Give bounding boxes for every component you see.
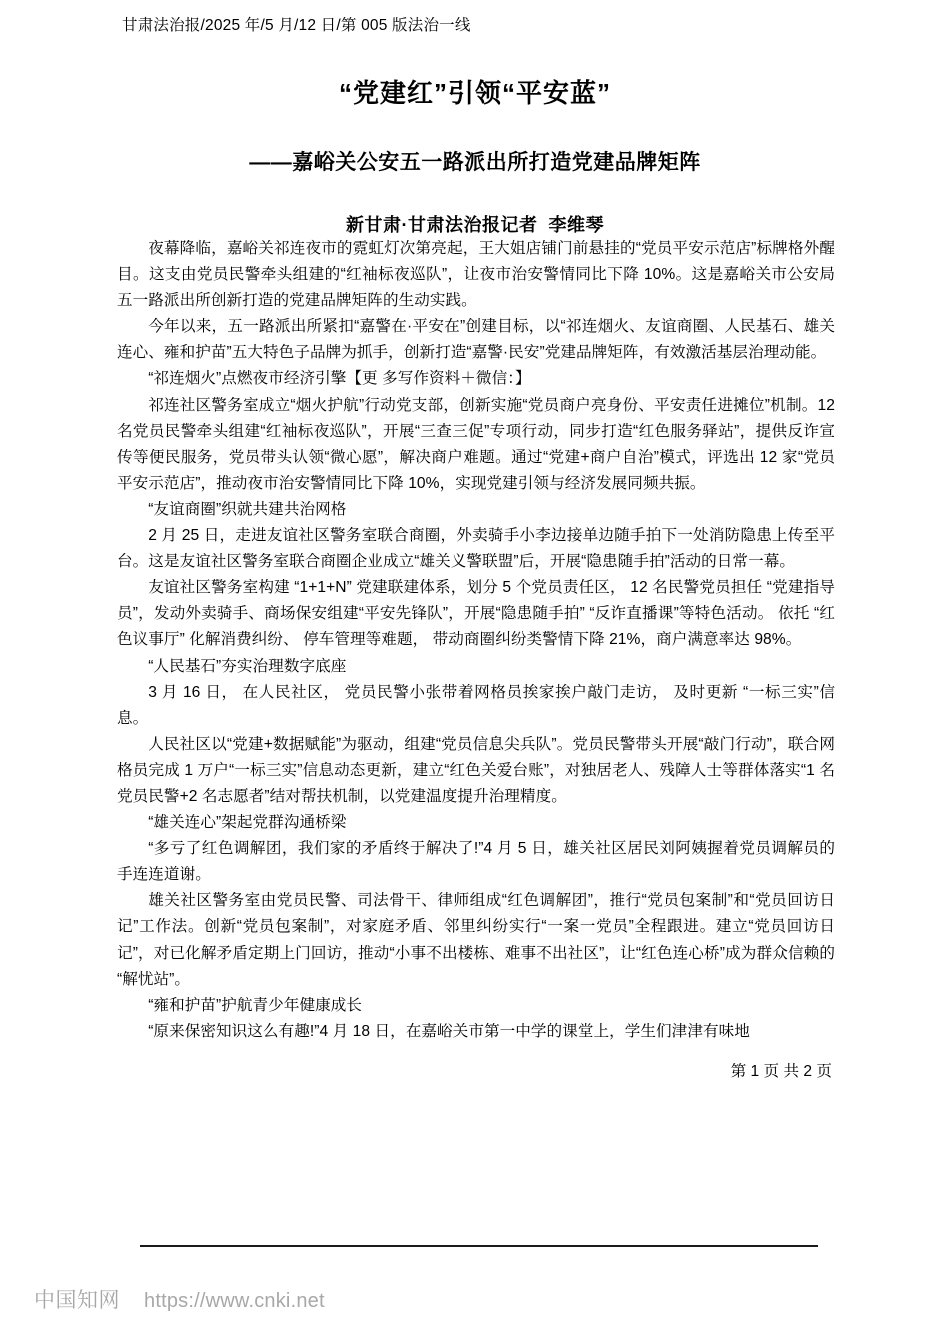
article-paragraph: 2 月 25 日，走进友谊社区警务室联合商圈，外卖骑手小李边接单边随手拍下一处消防隐患上传至平台。这是友谊社区警务室联合商圈企业成立“雄关义警联盟”后，开展“隐患随手拍”活动的日常一幕。 xyxy=(117,527,835,571)
cnki-url-label: https://www.cnki.net xyxy=(144,1290,325,1312)
article-paragraph: “人民基石”夯实治理数字底座 xyxy=(148,657,347,675)
article-byline: 新甘肃·甘肃法治报记者 李维琴 xyxy=(346,215,604,235)
article-paragraph: 3 月 16 日， 在人民社区， 党员民警小张带着网格员挨家挨户敲门走访， 及时更新 “一标三实”信息。 xyxy=(117,683,835,727)
article-paragraph: “原来保密知识这么有趣!”4 月 18 日，在嘉峪关市第一中学的课堂上，学生们津津有味地 xyxy=(148,1022,750,1040)
article-paragraph: “祁连烟火”点燃夜市经济引擎【更 多写作资料＋微信：】 xyxy=(148,370,531,388)
article-paragraph: 今年以来，五一路派出所紧扣“嘉警在·平安在”创建目标，以“祁连烟火、友谊商圈、人民基石、雄关连心、雍和护苗”五大特色子品牌为抓手，创新打造“嘉警·民安”党建品牌矩阵，有效激活基层治理动能。 xyxy=(117,318,835,362)
source-citation-header: 甘肃法治报/2025 年/5 月/12 日/第 005 版法治一线 xyxy=(122,17,471,34)
footer-divider xyxy=(140,1245,818,1247)
page-number: 第 1 页 共 2 页 xyxy=(730,1063,832,1080)
article-paragraph: “多亏了红色调解团，我们家的矛盾终于解决了!”4 月 5 日，雄关社区居民刘阿姨握着党员调解员的手连连道谢。 xyxy=(117,840,835,884)
cnki-watermark xyxy=(34,1284,325,1314)
article-paragraph: 夜幕降临，嘉峪关祁连夜市的霓虹灯次第亮起，王大姐店铺门前悬挂的“党员平安示范店”标牌格外醒目。这支由党员民警牵头组建的“红袖标夜巡队”，让夜市治安警情同比下降 10%。这是嘉峪关市公安局五一路派出所创新打造的党建品牌矩阵的生动实践。 xyxy=(117,240,835,310)
title-block xyxy=(115,76,835,238)
article-paragraph: 人民社区以“党建+数据赋能”为驱动，组建“党员信息尖兵队”。党员民警带头开展“敲门行动”，联合网格员完成 1 万户“一标三实”信息动态更新，建立“红色关爱台账”，对独居老人、残障人士等群体落实“1 名党员民警+2 名志愿者”结对帮扶机制，以党建温度提升治理精度。 xyxy=(117,735,835,805)
article-paragraph: “友谊商圈”织就共建共治网格 xyxy=(148,500,347,518)
article-paragraph: “雄关连心”架起党群沟通桥梁 xyxy=(148,814,347,832)
article-paragraph: 祁连社区警务室成立“烟火护航”行动党支部，创新实施“党员商户亮身份、平安责任进摊位”机制。12 名党员民警牵头组建“红袖标夜巡队”，开展“三查三促”专项行动，同步打造“红色服务驿站”，提供反诈宣传等便民服务，党员带头认领“微心愿”，解决商户难题。通过“党建+商户自治”模式，评选出 12 家“党员平安示范店”，推动夜市治安警情同比下降 10%，实现党建引领与经济发展同频共振。 xyxy=(117,396,835,492)
cnki-brand-label: 中国知网 xyxy=(34,1289,120,1312)
article-sub-title: ——嘉峪关公安五一路派出所打造党建品牌矩阵 xyxy=(249,151,701,174)
article-paragraph: 友谊社区警务室构建 “1+1+N” 党建联建体系，划分 5 个党员责任区， 12 名民警党员担任 “党建指导员”，发动外卖骑手、商场保安组建“平安先锋队”，开展“隐患随手拍” “反诈直播课”等特色活动。 依托 “红色议事厅” 化解消费纠纷、 停车管理等难题， 带动商圈纠纷类警情下降 21%，商户满意率达 98%。 xyxy=(117,579,835,649)
article-paragraph: 雄关社区警务室由党员民警、司法骨干、律师组成“红色调解团”，推行“党员包案制”和“党员回访日记”工作法。创新“党员包案制”，对家庭矛盾、邻里纠纷实行“一案一党员”全程跟进。建立“党员回访日记”，对已化解矛盾定期上门回访，推动“小事不出楼栋、难事不出社区”，让“红色连心桥”成为群众信赖的“解忧站”。 xyxy=(117,892,835,988)
article-body xyxy=(117,236,835,1045)
article-paragraph: “雍和护苗”护航青少年健康成长 xyxy=(148,996,363,1014)
article-main-title: “党建红”引领“平安蓝” xyxy=(338,78,611,108)
